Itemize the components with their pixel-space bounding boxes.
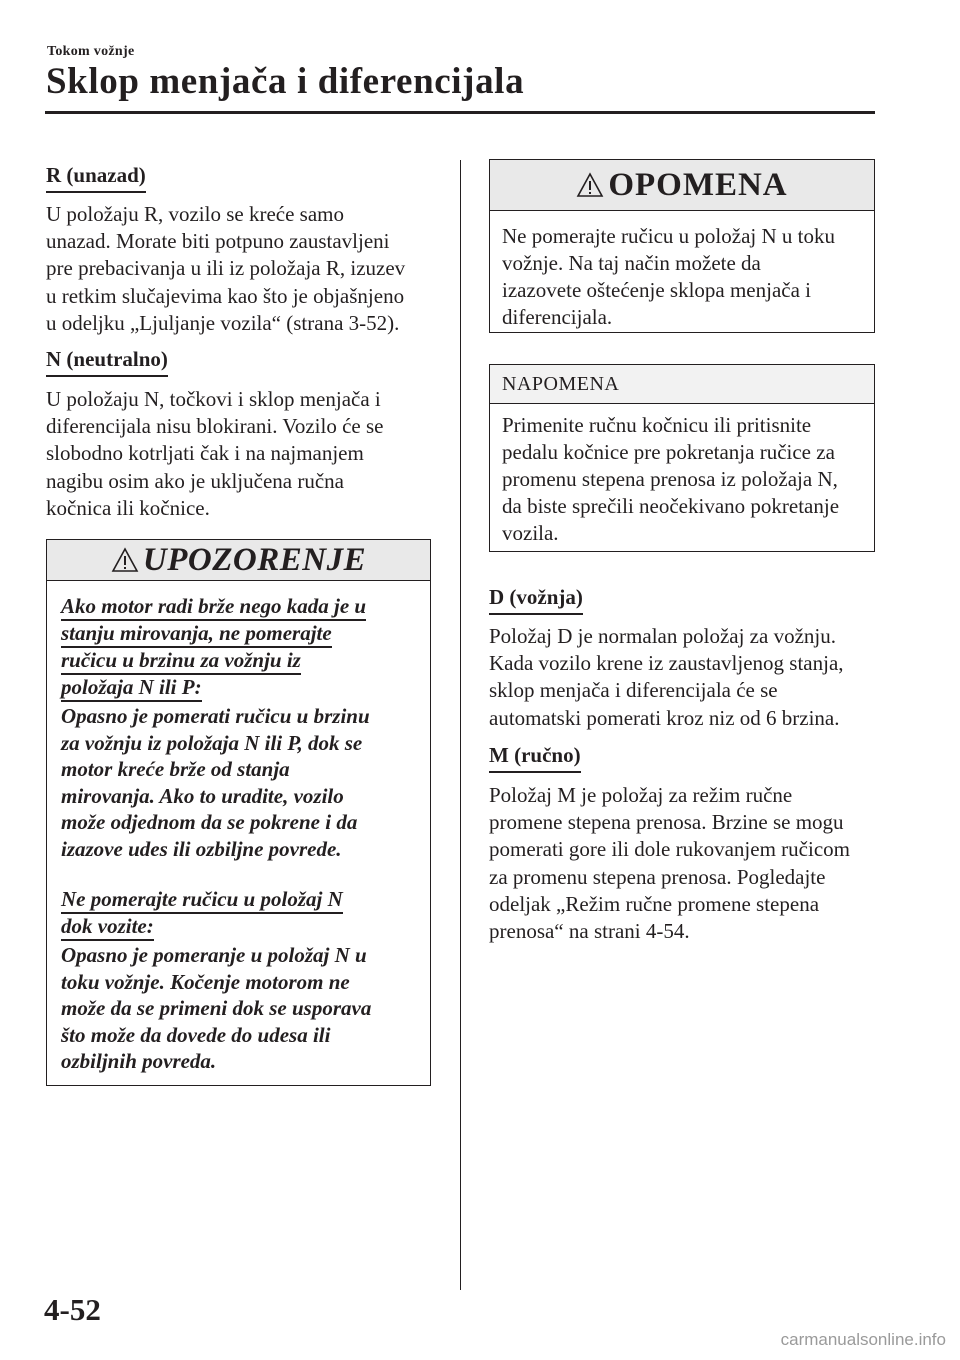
warning-text-line: motor kreće brže od stanja [61, 757, 290, 781]
text-line: pomerati gore ili dole rukovanjem ručicom [489, 837, 850, 862]
warning-text-line: Opasno je pomeranje u položaj N u [61, 943, 367, 967]
warning-triangle-icon [111, 547, 139, 573]
text-line: u odeljku „Ljuljanje vozila“ (strana 3-52). [46, 310, 400, 335]
text-line: U položaju N, točkovi i sklop menjača i [46, 387, 381, 411]
text-line: slobodno kotrljati čak i na najmanjem [46, 441, 364, 466]
caution-title: OPOMENA [608, 166, 788, 203]
warning-text-line: što može da dovede do udesa ili [61, 1022, 331, 1047]
paragraph-n [46, 386, 446, 522]
caution-box [489, 159, 875, 333]
warning-text-line: može da se primeni dok se usporava [61, 996, 372, 1020]
paragraph-r [46, 201, 446, 337]
warning-box [46, 539, 431, 1086]
text-line: diferencijala nisu blokirani. Vozilo će se [46, 414, 384, 439]
warning-subtitle-line: Ako motor radi brže nego kada je u [61, 595, 366, 621]
text-line: automatski pomerati kroz niz od 6 brzina. [489, 705, 840, 730]
warning-header [47, 540, 430, 581]
warning-text-line: može odjednom da se pokrene i da [61, 810, 358, 834]
heading-m-manual: M (ručno) [489, 743, 581, 773]
watermark: carmanualsonline.info [780, 1330, 946, 1349]
text-line: U položaju R, vozilo se kreće samo [46, 202, 344, 226]
text-line: sklop menjača i diferencijala će se [489, 678, 778, 703]
page-number: 4-52 [44, 1292, 101, 1327]
caution-text-line: izazovete oštećenje sklopa menjača i [502, 278, 812, 302]
warning-text-line: izazove udes ili ozbiljne povrede. [61, 836, 342, 861]
text-line: Položaj M je položaj za režim ručne [489, 783, 793, 807]
heading-d-drive: D (vožnja) [489, 585, 583, 615]
text-line: za promenu stepena prenosa. Pogledajte [489, 864, 826, 889]
note-body [490, 404, 874, 559]
caution-header [490, 160, 874, 211]
note-text-line: pedalu kočnice pre pokretanja ručice za [502, 440, 835, 464]
paragraph-d [489, 623, 879, 732]
warning-text-line: toku vožnje. Kočenje motorom ne [61, 969, 350, 994]
warning-title: UPOZORENJE [142, 541, 367, 578]
note-box [489, 364, 875, 552]
text-line: Kada vozilo krene iz zaustavljenog stanja, [489, 651, 844, 676]
note-text-line: vozila. [502, 521, 559, 545]
text-line: promene stepena prenosa. Brzine se mogu [489, 810, 844, 835]
caution-text-line: Ne pomerajte ručicu u položaj N u toku [502, 224, 835, 248]
heading-r-reverse: R (unazad) [46, 163, 146, 193]
text-line: nagibu osim ako je uključena ručna [46, 468, 344, 493]
warning-subtitle-line: položaja N ili P: [61, 676, 202, 702]
caution-body [490, 211, 874, 343]
warning-body [47, 581, 430, 1087]
text-line: u retkim slučajevima kao što je objašnjeno [46, 283, 405, 308]
paragraph-m [489, 782, 879, 945]
heading-n-neutral: N (neutralno) [46, 347, 168, 377]
note-text-line: da biste sprečili neočekivano pokretanje [502, 494, 840, 518]
warning-subtitle-line: ručicu u brzinu za vožnju iz [61, 649, 301, 675]
note-title: NAPOMENA [502, 372, 620, 395]
warning-subtitle-line: Ne pomerajte ručicu u položaj N [61, 888, 343, 914]
text-line: kočnica ili kočnice. [46, 495, 210, 520]
text-line: prenosa“ na strani 4-54. [489, 919, 690, 944]
note-text-line: promenu stepena prenosa iz položaja N, [502, 467, 838, 491]
section-label: Tokom vožnje [47, 44, 135, 59]
note-header [490, 365, 874, 404]
warning-text-line: mirovanja. Ako to uradite, vozilo [61, 783, 344, 808]
page-title: Sklop menjača i diferencijala [46, 61, 525, 102]
caution-text-line: vožnje. Na taj način možete da [502, 251, 761, 275]
warning-subtitle-line: stanju mirovanja, ne pomerajte [61, 622, 332, 648]
text-line: pre prebacivanja u ili iz položaja R, izuzev [46, 256, 406, 281]
warning-text-line: Opasno je pomerati ručicu u brzinu [61, 704, 370, 728]
warning-triangle-icon [576, 172, 604, 198]
text-line: Položaj D je normalan položaj za vožnju. [489, 624, 836, 648]
caution-text-line: diferencijala. [502, 305, 613, 329]
warning-text-line: za vožnju iz položaja N ili P, dok se [61, 730, 363, 755]
note-text-line: Primenite ručnu kočnicu ili pritisnite [502, 413, 812, 437]
text-line: odeljak „Režim ručne promene stepena [489, 891, 820, 916]
warning-subtitle-line: dok vozite: [61, 915, 154, 941]
text-line: unazad. Morate biti potpuno zaustavljeni [46, 229, 390, 254]
warning-text-line: ozbiljnih povreda. [61, 1049, 217, 1073]
header-divider [45, 111, 875, 114]
column-divider [460, 160, 461, 1290]
